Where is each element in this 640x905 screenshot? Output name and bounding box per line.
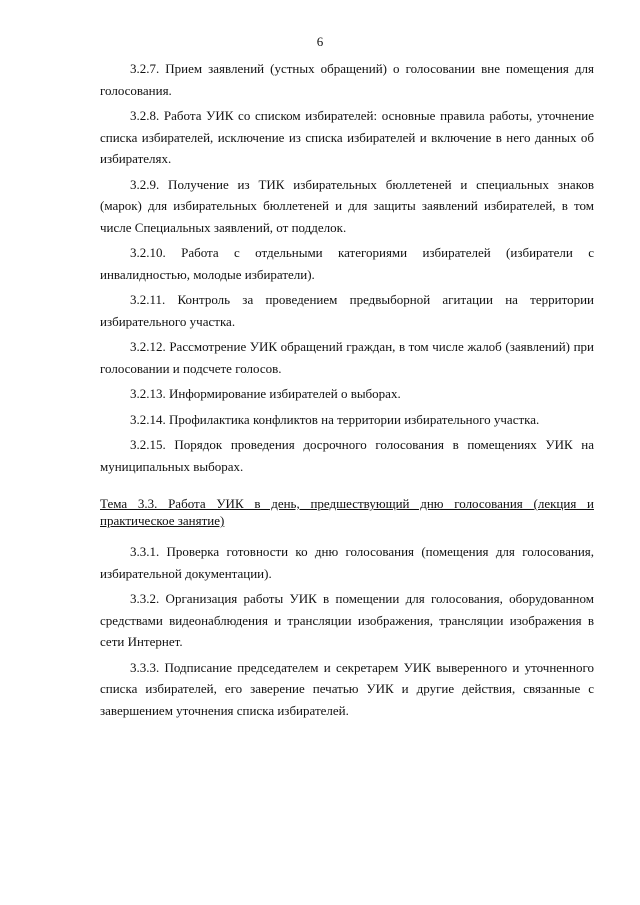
- paragraph-3-3-1: 3.3.1. Проверка готовности ко дню голосования (помещения для голосования, избирательной документации).: [100, 544, 594, 581]
- paragraph-3-2-13: 3.2.13. Информирование избирателей о выборах.: [130, 386, 401, 401]
- paragraph-3-2-8: 3.2.8. Работа УИК со списком избирателей: основные правила работы, уточнение списка избирателей, исключение из списка избирателей и включение в него данных об избирателях.: [100, 108, 594, 166]
- document-body: [100, 58, 594, 725]
- paragraph-3-2-11: 3.2.11. Контроль за проведением предвыборной агитации на территории избирательного участка.: [100, 292, 594, 329]
- paragraph-3-2-12: 3.2.12. Рассмотрение УИК обращений граждан, в том числе жалоб (заявлений) при голосовании и подсчете голосов.: [100, 339, 594, 376]
- paragraph-3-3-3: 3.3.3. Подписание председателем и секретарем УИК выверенного и уточненного списка избирателей, его заверение печатью УИК и другие действия, связанные с завершением уточнения списка избирателей.: [100, 659, 594, 718]
- topic-3-3-heading: Тема 3.3. Работа УИК в день, предшествующий дню голосования (лекция и практическое занятие): [100, 496, 594, 528]
- paragraph-3-2-7: 3.2.7. Прием заявлений (устных обращений) о голосовании вне помещения для голосования.: [100, 61, 594, 98]
- paragraph-3-3-2: 3.3.2. Организация работы УИК в помещении для голосования, оборудованном средствами видеонаблюдения и трансляции изображения, трансляции изображения в сети Интернет.: [100, 591, 594, 649]
- page-number: 6: [316, 34, 324, 49]
- paragraph-3-2-15: 3.2.15. Порядок проведения досрочного голосования в помещениях УИК на муниципальных выборах.: [100, 437, 594, 474]
- paragraph-3-2-9: 3.2.9. Получение из ТИК избирательных бюллетеней и специальных знаков (марок) для избирательных бюллетеней и для защиты заявлений избирателей, в том числе Специальных заявлений, от подделок.: [100, 176, 594, 235]
- paragraph-3-2-10: 3.2.10. Работа с отдельными категориями избирателей (избиратели с инвалидностью, молодые избиратели).: [100, 245, 594, 282]
- paragraph-3-2-14: 3.2.14. Профилактика конфликтов на территории избирательного участка.: [130, 411, 540, 427]
